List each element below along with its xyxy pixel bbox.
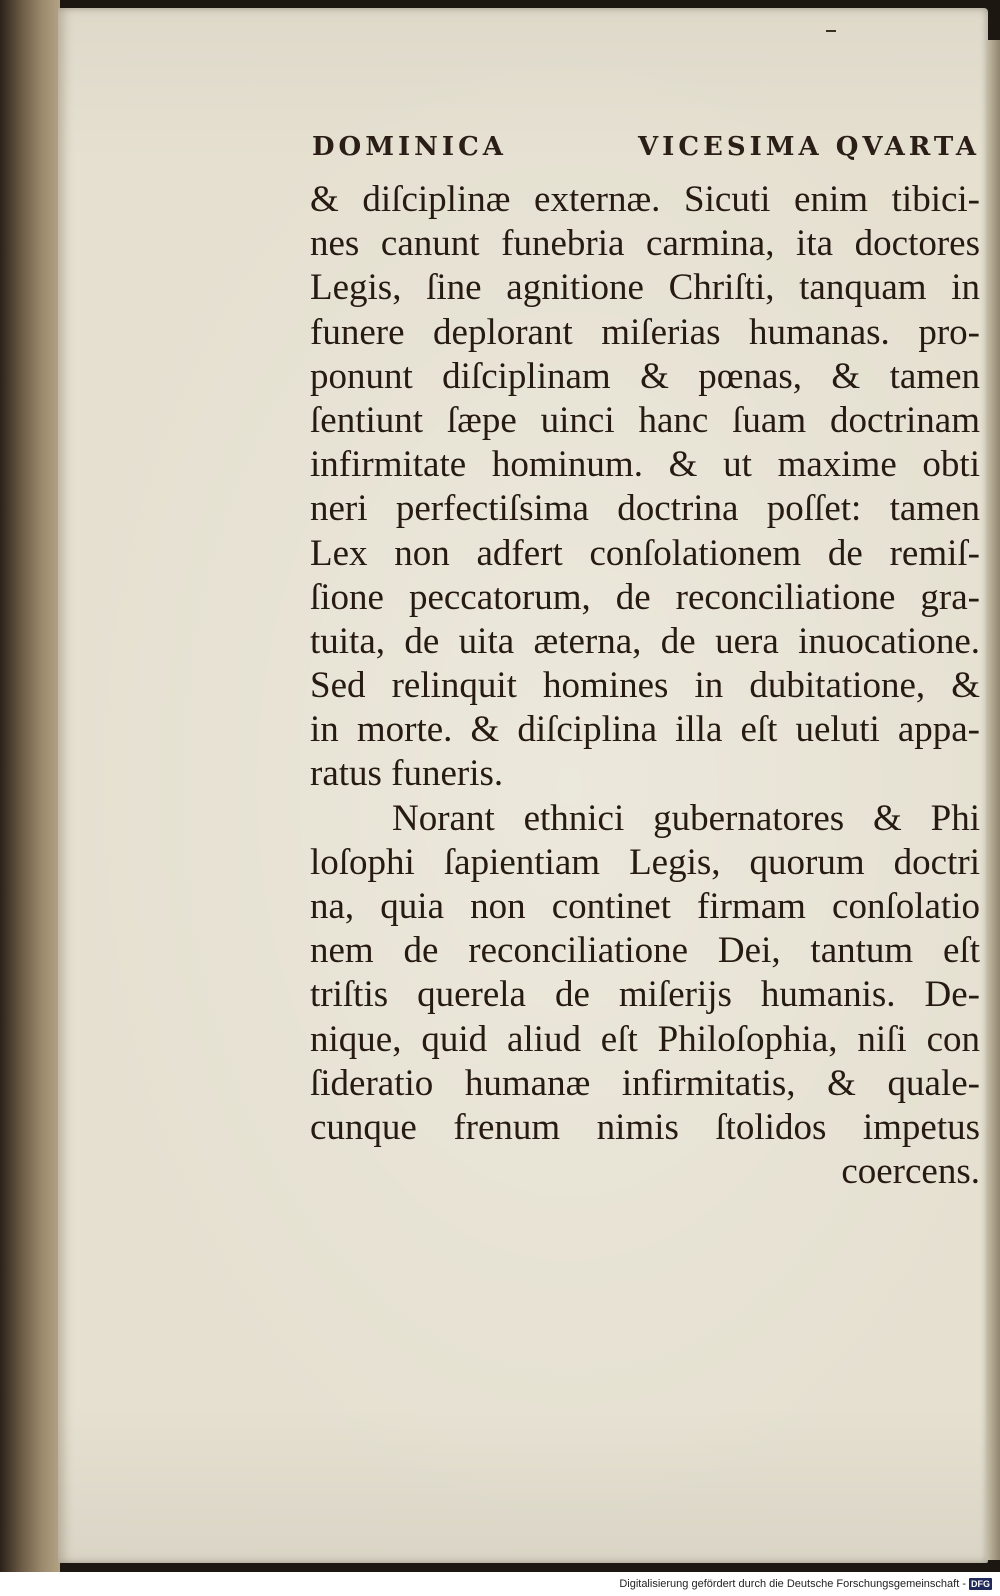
text-line: na, quia non continet firmam conſolatio	[310, 886, 980, 927]
text-line: ſideratio humanæ infirmitatis, & quale-	[310, 1062, 980, 1104]
text-line: & diſciplinæ externæ. Sicuti enim tibici-	[310, 179, 980, 220]
body-text	[310, 178, 980, 1194]
text-line: Sed relinquit homines in dubitatione, &	[310, 665, 980, 707]
text-line: ratus funeris.	[310, 753, 504, 795]
page-edge	[986, 40, 1000, 1560]
text-line: Norant ethnici gubernatores & Phi	[392, 797, 980, 839]
text-line: ſentiunt ſæpe uinci hanc ſuam doctrinam	[310, 399, 980, 441]
text-line: funere deplorant miſerias humanas. pro-	[310, 311, 980, 353]
dfg-logo: DFG	[971, 1579, 990, 1589]
running-head	[312, 132, 980, 162]
running-head-right: VICESIMA QVARTA	[637, 132, 980, 162]
text-line: triſtis querela de miſerijs humanis. De-	[310, 974, 980, 1016]
text-line: Lex non adfert conſolationem de remiſ-	[310, 532, 980, 574]
digitization-footer	[0, 1572, 1000, 1596]
text-line: ſione peccatorum, de reconciliatione gra-	[310, 576, 980, 618]
text-line: nique, quid aliud eſt Philoſophia, niſi con	[310, 1018, 980, 1060]
text-line: coercens.	[841, 1151, 980, 1193]
text-line: neri perfectiſsima doctrina poſſet: tamen	[310, 488, 980, 530]
page-mark	[826, 30, 836, 32]
text-line: infirmitate hominum. & ut maxime obti	[310, 444, 980, 486]
book-spine	[0, 0, 60, 1572]
text-line: in morte. & diſciplina illa eſt ueluti appa-	[310, 709, 980, 751]
text-line: loſophi ſapientiam Legis, quorum doctri	[310, 841, 980, 883]
footer-credit: Digitalisierung gefördert durch die Deutsche Forschungsgemeinschaft -	[619, 1578, 966, 1590]
running-head-left: DOMINICA	[312, 132, 507, 162]
text-line: tuita, de uita æterna, de uera inuocatione.	[310, 620, 980, 662]
text-line: nes canunt funebria carmina, ita doctores	[310, 223, 980, 265]
text-line: nem de reconciliatione Dei, tantum eſt	[310, 930, 980, 972]
text-line: ponunt diſciplinam & pœnas, & tamen	[310, 355, 980, 397]
text-line: cunque frenum nimis ſtolidos impetus	[310, 1106, 980, 1148]
text-line: Legis, ſine agnitione Chriſti, tanquam in	[310, 267, 980, 309]
